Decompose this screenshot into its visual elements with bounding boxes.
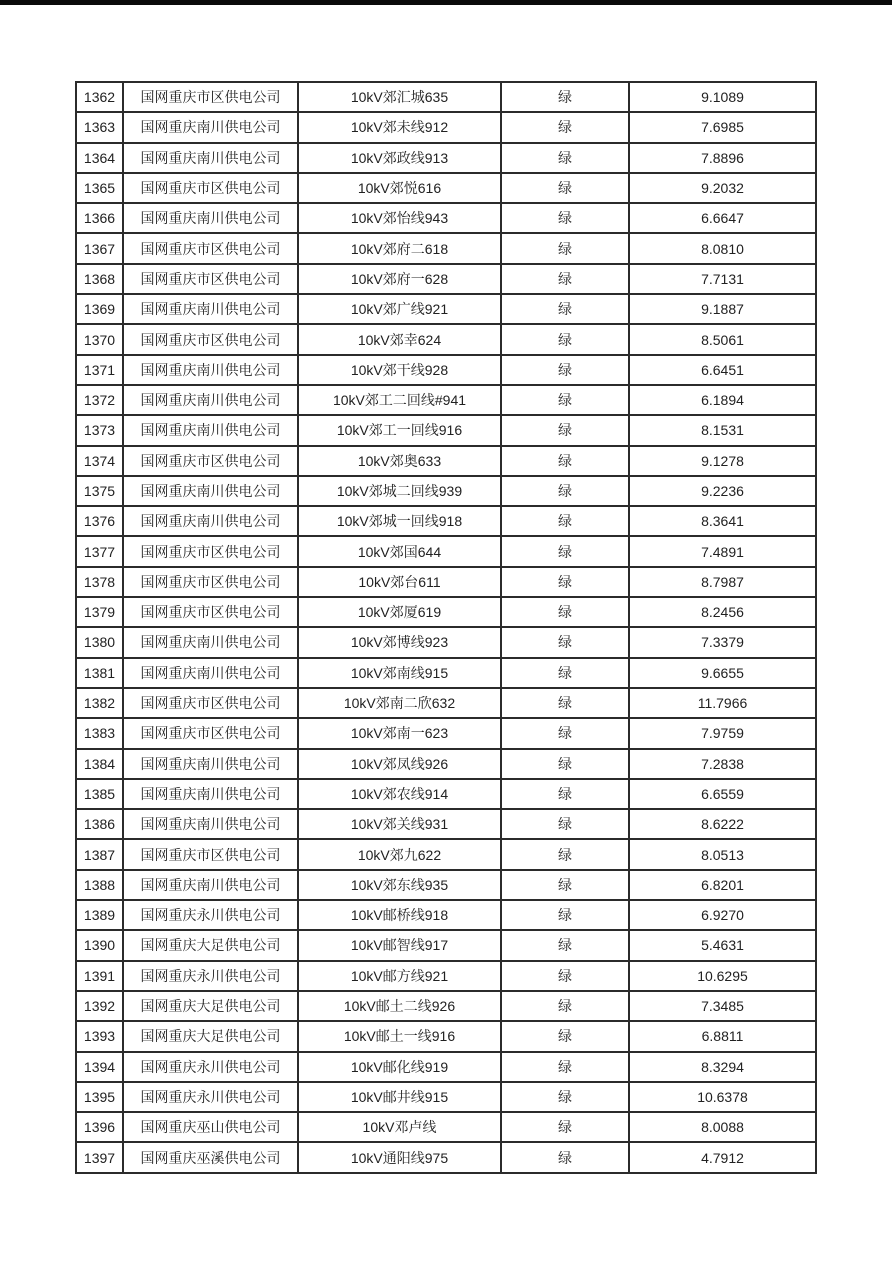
value-cell: 8.3641 bbox=[629, 506, 816, 536]
line-name-cell: 10kV郊九622 bbox=[298, 839, 501, 869]
company-cell: 国网重庆南川供电公司 bbox=[123, 870, 298, 900]
company-cell: 国网重庆市区供电公司 bbox=[123, 536, 298, 566]
line-name-cell: 10kV邮桥线918 bbox=[298, 900, 501, 930]
status-cell: 绿 bbox=[501, 1112, 629, 1142]
row-index-cell: 1395 bbox=[76, 1082, 123, 1112]
value-cell: 6.6647 bbox=[629, 203, 816, 233]
value-cell: 9.2032 bbox=[629, 173, 816, 203]
company-cell: 国网重庆南川供电公司 bbox=[123, 143, 298, 173]
company-cell: 国网重庆市区供电公司 bbox=[123, 264, 298, 294]
line-name-cell: 10kV郊奥633 bbox=[298, 446, 501, 476]
line-name-cell: 10kV通阳线975 bbox=[298, 1142, 501, 1172]
status-cell: 绿 bbox=[501, 961, 629, 991]
status-cell: 绿 bbox=[501, 355, 629, 385]
line-name-cell: 10kV郊干线928 bbox=[298, 355, 501, 385]
line-name-cell: 10kV郊广线921 bbox=[298, 294, 501, 324]
row-index-cell: 1376 bbox=[76, 506, 123, 536]
value-cell: 9.1887 bbox=[629, 294, 816, 324]
status-cell: 绿 bbox=[501, 567, 629, 597]
value-cell: 8.7987 bbox=[629, 567, 816, 597]
table-row bbox=[76, 355, 816, 385]
value-cell: 8.3294 bbox=[629, 1052, 816, 1082]
row-index-cell: 1394 bbox=[76, 1052, 123, 1082]
company-cell: 国网重庆永川供电公司 bbox=[123, 1052, 298, 1082]
table-row bbox=[76, 1142, 816, 1172]
table-row bbox=[76, 991, 816, 1021]
status-cell: 绿 bbox=[501, 749, 629, 779]
status-cell: 绿 bbox=[501, 658, 629, 688]
table-row bbox=[76, 264, 816, 294]
status-cell: 绿 bbox=[501, 597, 629, 627]
company-cell: 国网重庆南川供电公司 bbox=[123, 385, 298, 415]
table-row bbox=[76, 1112, 816, 1142]
status-cell: 绿 bbox=[501, 809, 629, 839]
company-cell: 国网重庆市区供电公司 bbox=[123, 839, 298, 869]
line-name-cell: 10kV郊府二618 bbox=[298, 233, 501, 263]
row-index-cell: 1397 bbox=[76, 1142, 123, 1172]
line-name-cell: 10kV邮土一线916 bbox=[298, 1021, 501, 1051]
row-index-cell: 1383 bbox=[76, 718, 123, 748]
row-index-cell: 1390 bbox=[76, 930, 123, 960]
line-name-cell: 10kV邓卢线 bbox=[298, 1112, 501, 1142]
value-cell: 7.4891 bbox=[629, 536, 816, 566]
line-name-cell: 10kV郊工一回线916 bbox=[298, 415, 501, 445]
status-cell: 绿 bbox=[501, 1082, 629, 1112]
line-name-cell: 10kV郊厦619 bbox=[298, 597, 501, 627]
value-cell: 8.6222 bbox=[629, 809, 816, 839]
company-cell: 国网重庆南川供电公司 bbox=[123, 112, 298, 142]
company-cell: 国网重庆南川供电公司 bbox=[123, 749, 298, 779]
row-index-cell: 1373 bbox=[76, 415, 123, 445]
row-index-cell: 1380 bbox=[76, 627, 123, 657]
value-cell: 8.0088 bbox=[629, 1112, 816, 1142]
line-name-cell: 10kV郊汇城635 bbox=[298, 82, 501, 112]
table-row bbox=[76, 1082, 816, 1112]
line-name-cell: 10kV郊幸624 bbox=[298, 324, 501, 354]
line-name-cell: 10kV郊关线931 bbox=[298, 809, 501, 839]
company-cell: 国网重庆市区供电公司 bbox=[123, 597, 298, 627]
table-row bbox=[76, 1052, 816, 1082]
company-cell: 国网重庆南川供电公司 bbox=[123, 627, 298, 657]
value-cell: 7.3485 bbox=[629, 991, 816, 1021]
table-row bbox=[76, 324, 816, 354]
line-name-cell: 10kV郊政线913 bbox=[298, 143, 501, 173]
table-row bbox=[76, 446, 816, 476]
status-cell: 绿 bbox=[501, 112, 629, 142]
company-cell: 国网重庆南川供电公司 bbox=[123, 779, 298, 809]
line-name-cell: 10kV郊凤线926 bbox=[298, 749, 501, 779]
table-row bbox=[76, 900, 816, 930]
power-line-table bbox=[75, 81, 817, 1174]
table-row bbox=[76, 476, 816, 506]
status-cell: 绿 bbox=[501, 930, 629, 960]
line-name-cell: 10kV邮智线917 bbox=[298, 930, 501, 960]
company-cell: 国网重庆市区供电公司 bbox=[123, 688, 298, 718]
status-cell: 绿 bbox=[501, 991, 629, 1021]
table-row bbox=[76, 718, 816, 748]
status-cell: 绿 bbox=[501, 627, 629, 657]
company-cell: 国网重庆南川供电公司 bbox=[123, 203, 298, 233]
company-cell: 国网重庆永川供电公司 bbox=[123, 900, 298, 930]
table-row bbox=[76, 415, 816, 445]
line-name-cell: 10kV郊工二回线#941 bbox=[298, 385, 501, 415]
row-index-cell: 1396 bbox=[76, 1112, 123, 1142]
row-index-cell: 1368 bbox=[76, 264, 123, 294]
table-body bbox=[76, 82, 816, 1173]
row-index-cell: 1372 bbox=[76, 385, 123, 415]
value-cell: 8.5061 bbox=[629, 324, 816, 354]
value-cell: 7.3379 bbox=[629, 627, 816, 657]
row-index-cell: 1388 bbox=[76, 870, 123, 900]
company-cell: 国网重庆南川供电公司 bbox=[123, 506, 298, 536]
table-row bbox=[76, 749, 816, 779]
value-cell: 7.2838 bbox=[629, 749, 816, 779]
line-name-cell: 10kV邮方线921 bbox=[298, 961, 501, 991]
line-name-cell: 10kV郊城二回线939 bbox=[298, 476, 501, 506]
line-name-cell: 10kV邮化线919 bbox=[298, 1052, 501, 1082]
company-cell: 国网重庆南川供电公司 bbox=[123, 415, 298, 445]
line-name-cell: 10kV郊农线914 bbox=[298, 779, 501, 809]
line-name-cell: 10kV郊府一628 bbox=[298, 264, 501, 294]
row-index-cell: 1393 bbox=[76, 1021, 123, 1051]
table-row bbox=[76, 779, 816, 809]
row-index-cell: 1381 bbox=[76, 658, 123, 688]
table-row bbox=[76, 1021, 816, 1051]
company-cell: 国网重庆南川供电公司 bbox=[123, 658, 298, 688]
status-cell: 绿 bbox=[501, 294, 629, 324]
value-cell: 7.6985 bbox=[629, 112, 816, 142]
company-cell: 国网重庆市区供电公司 bbox=[123, 173, 298, 203]
value-cell: 5.4631 bbox=[629, 930, 816, 960]
status-cell: 绿 bbox=[501, 536, 629, 566]
row-index-cell: 1389 bbox=[76, 900, 123, 930]
value-cell: 8.2456 bbox=[629, 597, 816, 627]
status-cell: 绿 bbox=[501, 839, 629, 869]
table-row bbox=[76, 567, 816, 597]
company-cell: 国网重庆永川供电公司 bbox=[123, 961, 298, 991]
status-cell: 绿 bbox=[501, 718, 629, 748]
company-cell: 国网重庆大足供电公司 bbox=[123, 1021, 298, 1051]
status-cell: 绿 bbox=[501, 900, 629, 930]
line-name-cell: 10kV郊城一回线918 bbox=[298, 506, 501, 536]
row-index-cell: 1379 bbox=[76, 597, 123, 627]
line-name-cell: 10kV郊悦616 bbox=[298, 173, 501, 203]
row-index-cell: 1363 bbox=[76, 112, 123, 142]
status-cell: 绿 bbox=[501, 1021, 629, 1051]
line-name-cell: 10kV邮土二线926 bbox=[298, 991, 501, 1021]
line-name-cell: 10kV郊怡线943 bbox=[298, 203, 501, 233]
table-row bbox=[76, 82, 816, 112]
table-row bbox=[76, 233, 816, 263]
table-row bbox=[76, 839, 816, 869]
status-cell: 绿 bbox=[501, 779, 629, 809]
table-row bbox=[76, 112, 816, 142]
row-index-cell: 1370 bbox=[76, 324, 123, 354]
table-row bbox=[76, 961, 816, 991]
status-cell: 绿 bbox=[501, 446, 629, 476]
row-index-cell: 1378 bbox=[76, 567, 123, 597]
table-row bbox=[76, 143, 816, 173]
value-cell: 10.6378 bbox=[629, 1082, 816, 1112]
status-cell: 绿 bbox=[501, 1052, 629, 1082]
value-cell: 6.6451 bbox=[629, 355, 816, 385]
value-cell: 9.6655 bbox=[629, 658, 816, 688]
row-index-cell: 1391 bbox=[76, 961, 123, 991]
table-row bbox=[76, 173, 816, 203]
row-index-cell: 1382 bbox=[76, 688, 123, 718]
value-cell: 8.1531 bbox=[629, 415, 816, 445]
row-index-cell: 1362 bbox=[76, 82, 123, 112]
table-row bbox=[76, 627, 816, 657]
row-index-cell: 1387 bbox=[76, 839, 123, 869]
company-cell: 国网重庆南川供电公司 bbox=[123, 476, 298, 506]
status-cell: 绿 bbox=[501, 264, 629, 294]
status-cell: 绿 bbox=[501, 415, 629, 445]
status-cell: 绿 bbox=[501, 82, 629, 112]
status-cell: 绿 bbox=[501, 476, 629, 506]
company-cell: 国网重庆大足供电公司 bbox=[123, 991, 298, 1021]
value-cell: 10.6295 bbox=[629, 961, 816, 991]
table-row bbox=[76, 688, 816, 718]
table-row bbox=[76, 658, 816, 688]
line-name-cell: 10kV郊南线915 bbox=[298, 658, 501, 688]
value-cell: 8.0513 bbox=[629, 839, 816, 869]
value-cell: 6.1894 bbox=[629, 385, 816, 415]
page-top-bar bbox=[0, 0, 892, 5]
company-cell: 国网重庆永川供电公司 bbox=[123, 1082, 298, 1112]
row-index-cell: 1371 bbox=[76, 355, 123, 385]
value-cell: 9.2236 bbox=[629, 476, 816, 506]
row-index-cell: 1366 bbox=[76, 203, 123, 233]
table-row bbox=[76, 203, 816, 233]
value-cell: 6.9270 bbox=[629, 900, 816, 930]
row-index-cell: 1365 bbox=[76, 173, 123, 203]
company-cell: 国网重庆南川供电公司 bbox=[123, 809, 298, 839]
table-row bbox=[76, 930, 816, 960]
value-cell: 11.7966 bbox=[629, 688, 816, 718]
table-row bbox=[76, 506, 816, 536]
status-cell: 绿 bbox=[501, 203, 629, 233]
company-cell: 国网重庆市区供电公司 bbox=[123, 446, 298, 476]
value-cell: 9.1278 bbox=[629, 446, 816, 476]
table-row bbox=[76, 536, 816, 566]
value-cell: 6.6559 bbox=[629, 779, 816, 809]
table-row bbox=[76, 294, 816, 324]
row-index-cell: 1392 bbox=[76, 991, 123, 1021]
company-cell: 国网重庆市区供电公司 bbox=[123, 233, 298, 263]
status-cell: 绿 bbox=[501, 688, 629, 718]
value-cell: 8.0810 bbox=[629, 233, 816, 263]
line-name-cell: 10kV郊南一623 bbox=[298, 718, 501, 748]
value-cell: 6.8811 bbox=[629, 1021, 816, 1051]
line-name-cell: 10kV郊南二欣632 bbox=[298, 688, 501, 718]
company-cell: 国网重庆南川供电公司 bbox=[123, 294, 298, 324]
company-cell: 国网重庆市区供电公司 bbox=[123, 82, 298, 112]
value-cell: 7.9759 bbox=[629, 718, 816, 748]
value-cell: 4.7912 bbox=[629, 1142, 816, 1172]
value-cell: 6.8201 bbox=[629, 870, 816, 900]
value-cell: 7.7131 bbox=[629, 264, 816, 294]
company-cell: 国网重庆市区供电公司 bbox=[123, 324, 298, 354]
status-cell: 绿 bbox=[501, 870, 629, 900]
row-index-cell: 1384 bbox=[76, 749, 123, 779]
company-cell: 国网重庆巫山供电公司 bbox=[123, 1112, 298, 1142]
row-index-cell: 1386 bbox=[76, 809, 123, 839]
line-name-cell: 10kV郊博线923 bbox=[298, 627, 501, 657]
status-cell: 绿 bbox=[501, 1142, 629, 1172]
status-cell: 绿 bbox=[501, 173, 629, 203]
company-cell: 国网重庆巫溪供电公司 bbox=[123, 1142, 298, 1172]
status-cell: 绿 bbox=[501, 385, 629, 415]
line-name-cell: 10kV郊台611 bbox=[298, 567, 501, 597]
company-cell: 国网重庆市区供电公司 bbox=[123, 567, 298, 597]
line-name-cell: 10kV郊国644 bbox=[298, 536, 501, 566]
row-index-cell: 1364 bbox=[76, 143, 123, 173]
company-cell: 国网重庆大足供电公司 bbox=[123, 930, 298, 960]
line-name-cell: 10kV邮井线915 bbox=[298, 1082, 501, 1112]
company-cell: 国网重庆市区供电公司 bbox=[123, 718, 298, 748]
table-row bbox=[76, 385, 816, 415]
status-cell: 绿 bbox=[501, 233, 629, 263]
row-index-cell: 1377 bbox=[76, 536, 123, 566]
company-cell: 国网重庆南川供电公司 bbox=[123, 355, 298, 385]
table-row bbox=[76, 597, 816, 627]
value-cell: 9.1089 bbox=[629, 82, 816, 112]
status-cell: 绿 bbox=[501, 506, 629, 536]
table-row bbox=[76, 809, 816, 839]
value-cell: 7.8896 bbox=[629, 143, 816, 173]
row-index-cell: 1375 bbox=[76, 476, 123, 506]
status-cell: 绿 bbox=[501, 324, 629, 354]
row-index-cell: 1374 bbox=[76, 446, 123, 476]
line-name-cell: 10kV郊东线935 bbox=[298, 870, 501, 900]
status-cell: 绿 bbox=[501, 143, 629, 173]
line-name-cell: 10kV郊未线912 bbox=[298, 112, 501, 142]
row-index-cell: 1385 bbox=[76, 779, 123, 809]
row-index-cell: 1367 bbox=[76, 233, 123, 263]
row-index-cell: 1369 bbox=[76, 294, 123, 324]
table-row bbox=[76, 870, 816, 900]
